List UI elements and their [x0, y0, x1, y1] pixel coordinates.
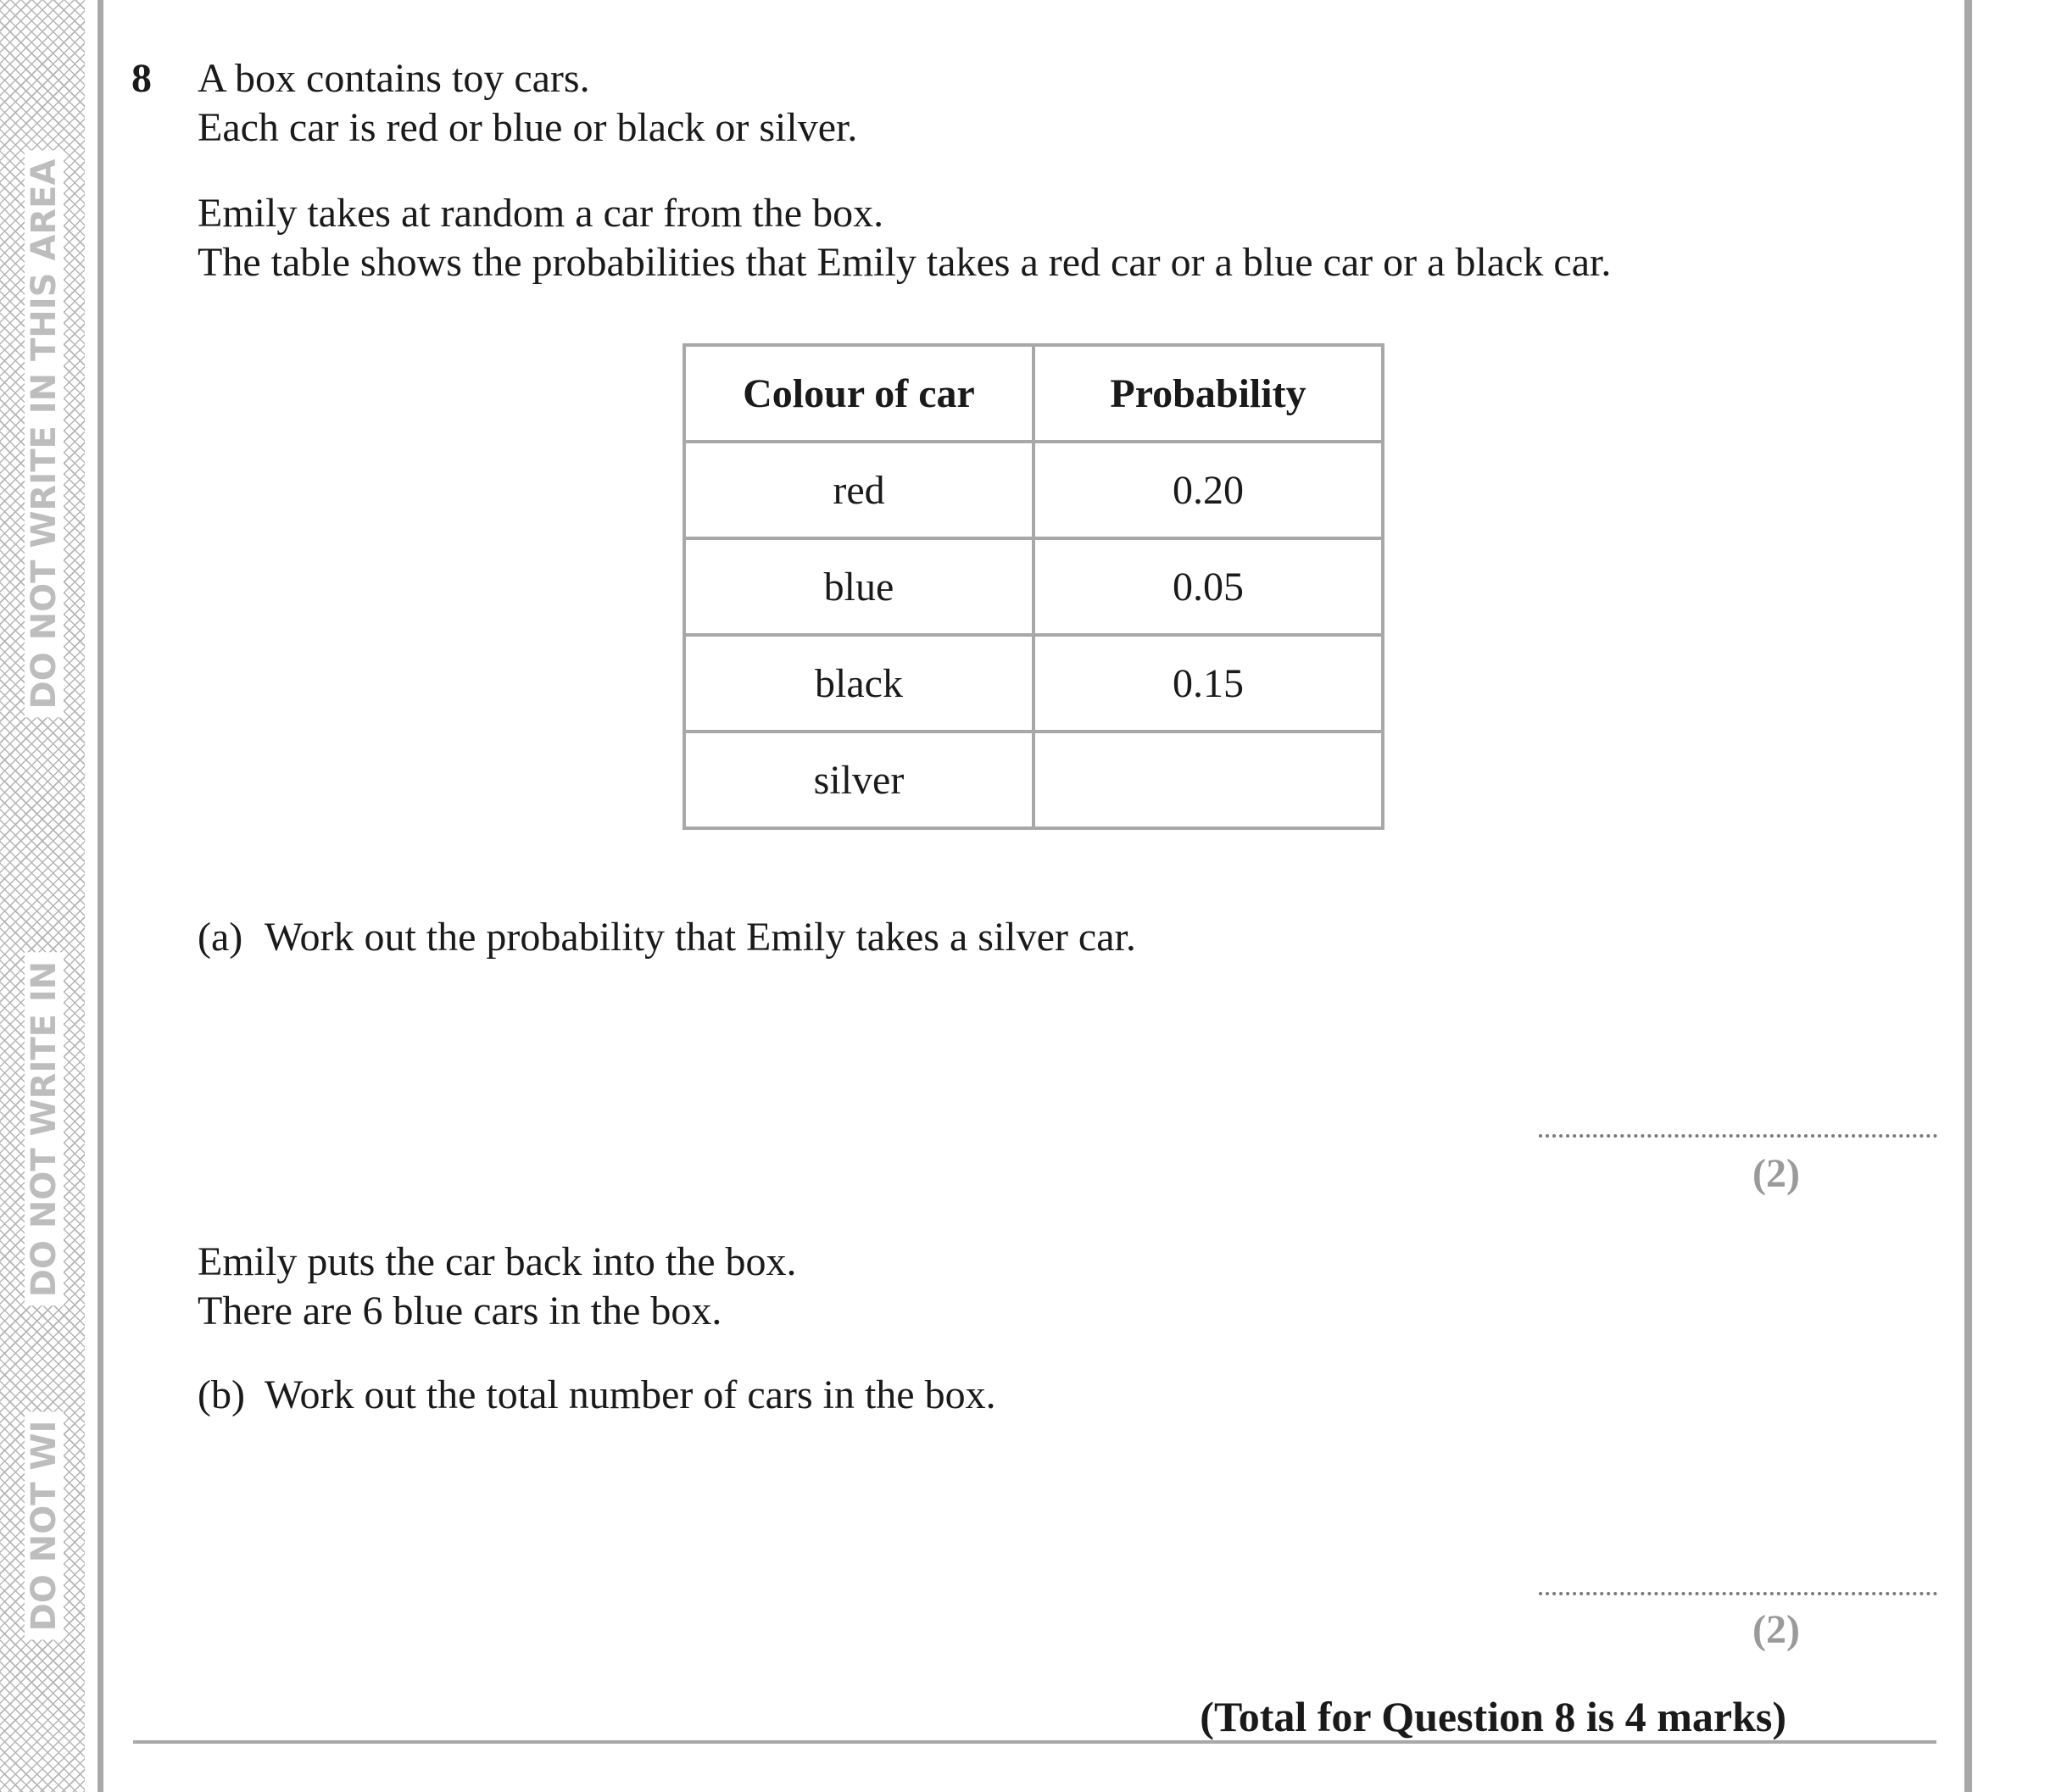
part-b-label: (b): [198, 1372, 245, 1417]
question-total-marks: (Total for Question 8 is 4 marks): [1200, 1693, 1786, 1740]
table-row: [684, 732, 1383, 828]
table-cell-colour: blue: [684, 538, 1034, 635]
intro-line: Each car is red or blue or black or silver.: [198, 105, 858, 150]
question-number: 8: [131, 56, 152, 101]
question-end-rule: [133, 1740, 1936, 1744]
table-cell-probability: 0.20: [1034, 442, 1383, 538]
table-cell-probability: 0.05: [1034, 538, 1383, 635]
table-cell-probability: 0.15: [1034, 635, 1383, 732]
table-cell-colour: silver: [684, 732, 1034, 828]
left-margin-line: [98, 0, 103, 1792]
question-between-text: [198, 1238, 797, 1336]
margin-warning-label: DO NOT WI: [25, 1412, 64, 1640]
part-b-question: [198, 1371, 996, 1420]
right-margin-line: [1964, 0, 1972, 1792]
part-b-marks: (2): [1752, 1607, 1800, 1652]
table-header-probability: Probability: [1034, 345, 1383, 442]
question-intro: [198, 54, 857, 153]
context-line: Emily takes at random a car from the box.: [198, 191, 884, 236]
part-b-answer-line[interactable]: [1539, 1592, 1937, 1595]
margin-warning-label: DO NOT WRITE IN THIS AREA: [25, 151, 64, 718]
table-cell-probability-empty[interactable]: [1034, 732, 1383, 828]
table-cell-colour: black: [684, 635, 1034, 732]
between-line: Emily puts the car back into the box.: [198, 1239, 797, 1284]
probability-table: [682, 343, 1384, 830]
table-row: [684, 635, 1383, 732]
part-b-text: Work out the total number of cars in the box.: [265, 1372, 996, 1417]
between-line: There are 6 blue cars in the box.: [198, 1288, 722, 1333]
context-line: The table shows the probabilities that Emily takes a red car or a blue car or a black car.: [198, 240, 1612, 285]
part-a-question: [198, 913, 1136, 962]
part-a-answer-line[interactable]: [1539, 1134, 1937, 1138]
table-row: [684, 442, 1383, 538]
part-a-label: (a): [198, 915, 243, 960]
table-header-row: [684, 345, 1383, 442]
question-context: [198, 189, 1611, 287]
part-a-text: Work out the probability that Emily takes a silver car.: [265, 915, 1136, 960]
part-a-marks: (2): [1752, 1151, 1800, 1196]
table-cell-colour: red: [684, 442, 1034, 538]
margin-warning-label: DO NOT WRITE IN: [25, 953, 64, 1306]
table-row: [684, 538, 1383, 635]
intro-line: A box contains toy cars.: [198, 56, 590, 101]
table-header-colour: Colour of car: [684, 345, 1034, 442]
